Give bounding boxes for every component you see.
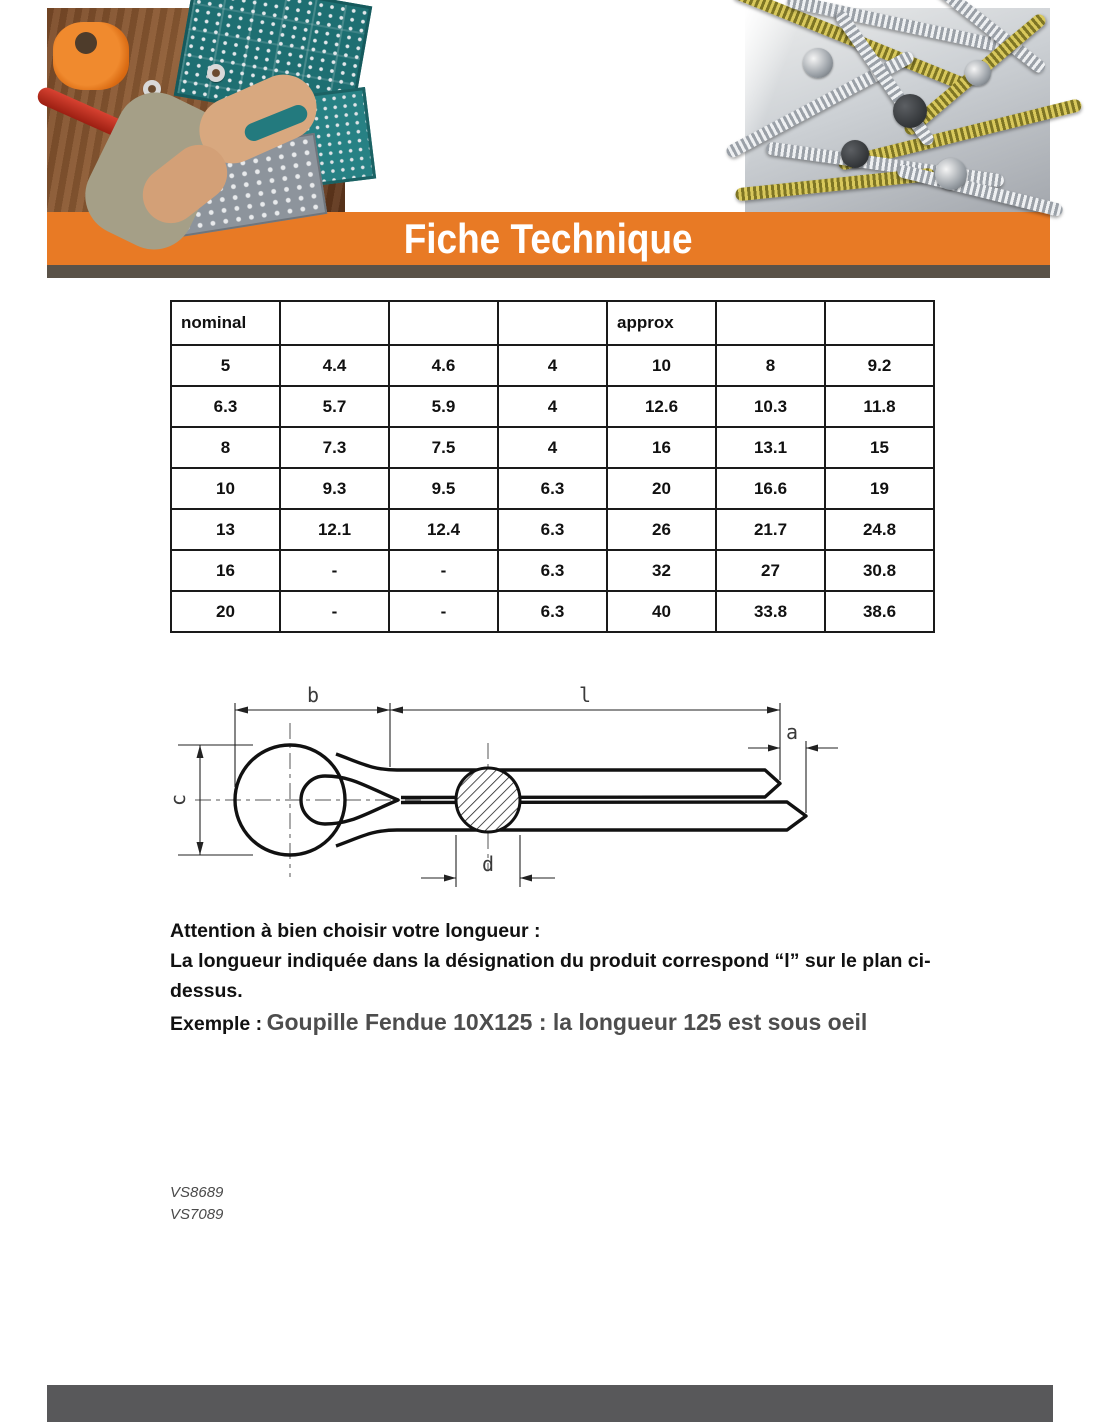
table-row (171, 468, 934, 509)
table-cell: 20 (171, 591, 280, 632)
notes-block (170, 916, 990, 1036)
table-header-cell (825, 301, 934, 345)
table-cell: 20 (607, 468, 716, 509)
footer-bar (47, 1385, 1053, 1422)
table-cell: 32 (607, 550, 716, 591)
table-cell: 9.3 (280, 468, 389, 509)
table-cell: 30.8 (825, 550, 934, 591)
table-cell: 5.9 (389, 386, 498, 427)
cotter-pin-technical-drawing (165, 685, 850, 915)
screw-head (803, 48, 833, 78)
table-header-cell (389, 301, 498, 345)
example-label: Exemple : (170, 1013, 263, 1035)
table-cell: 10 (607, 345, 716, 386)
table-cell: 27 (716, 550, 825, 591)
table-cell: 8 (171, 427, 280, 468)
table-cell: 9.5 (389, 468, 498, 509)
dim-label-a: a (786, 720, 799, 744)
attention-body: La longueur indiquée dans la désignation du produit correspond “l” sur le plan ci-dessus. (170, 950, 931, 1002)
table-cell: 4 (498, 427, 607, 468)
table-cell: 9.2 (825, 345, 934, 386)
table-cell: 8 (716, 345, 825, 386)
table-cell: 6.3 (498, 468, 607, 509)
table-cell: 6.3 (498, 550, 607, 591)
table-row (171, 386, 934, 427)
table-cell: 16 (171, 550, 280, 591)
dim-label-l: l (579, 683, 592, 707)
table-cell: 21.7 (716, 509, 825, 550)
table-cell: 12.6 (607, 386, 716, 427)
table-header-approx: approx (607, 301, 716, 345)
dimensions-table (170, 300, 935, 633)
example-line (170, 1009, 990, 1036)
screw-head-dark (893, 94, 927, 128)
table-cell: 11.8 (825, 386, 934, 427)
table-cell: 12.4 (389, 509, 498, 550)
screw-head (965, 60, 991, 86)
table-cell: 4.6 (389, 345, 498, 386)
tape-measure (53, 22, 129, 90)
table-cell: 6.3 (171, 386, 280, 427)
table-cell: 6.3 (498, 509, 607, 550)
table-cell: 13 (171, 509, 280, 550)
banner-underline-strip (47, 265, 1050, 278)
table-cell: 4.4 (280, 345, 389, 386)
table-cell: 26 (607, 509, 716, 550)
table-cell: 5 (171, 345, 280, 386)
table-cell: - (389, 591, 498, 632)
table-header-cell (280, 301, 389, 345)
tape-measure-core (75, 32, 97, 54)
header-photo-screws (745, 8, 1050, 212)
table-cell: 5.7 (280, 386, 389, 427)
table-header-nominal: nominal (171, 301, 280, 345)
screw-head (935, 158, 967, 190)
banner-title: Fiche Technique (404, 214, 693, 262)
product-code: VS7089 (170, 1206, 224, 1223)
center-lines (195, 723, 488, 877)
table-cell: 6.3 (498, 591, 607, 632)
table-cell: - (280, 591, 389, 632)
table-cell: 4 (498, 386, 607, 427)
product-codes (170, 1182, 223, 1226)
table-cell: 38.6 (825, 591, 934, 632)
table-cell: 16.6 (716, 468, 825, 509)
table-cell: 10.3 (716, 386, 825, 427)
table-row (171, 591, 934, 632)
header-photo-workbench (47, 8, 345, 212)
table-cell: 40 (607, 591, 716, 632)
table-cell: 12.1 (280, 509, 389, 550)
table-cell: 7.3 (280, 427, 389, 468)
table-cell: 10 (171, 468, 280, 509)
table-cell: 4 (498, 345, 607, 386)
example-text: Goupille Fendue 10X125 : la longueur 125 est sous oeil (266, 1009, 868, 1035)
table-cell: 33.8 (716, 591, 825, 632)
table-row (171, 509, 934, 550)
table-cell: 16 (607, 427, 716, 468)
table-cell: 15 (825, 427, 934, 468)
dim-label-b: b (307, 683, 320, 707)
table-header-row (171, 301, 934, 345)
table-cell: - (280, 550, 389, 591)
dim-label-d: d (482, 852, 495, 876)
washer (207, 64, 225, 82)
table-cell: 24.8 (825, 509, 934, 550)
table-cell: - (389, 550, 498, 591)
table-cell: 7.5 (389, 427, 498, 468)
product-code: VS8689 (170, 1184, 224, 1201)
attention-title: Attention à bien choisir votre longueur : (170, 920, 541, 942)
pin-cross-section (456, 768, 520, 832)
table-cell: 19 (825, 468, 934, 509)
table-row (171, 550, 934, 591)
table-row (171, 427, 934, 468)
dim-label-c: c (166, 793, 190, 806)
table-row (171, 345, 934, 386)
header-logo-zone (345, 8, 745, 212)
table-header-cell (716, 301, 825, 345)
screw-head-dark (841, 140, 869, 168)
table-header-cell (498, 301, 607, 345)
table-cell: 13.1 (716, 427, 825, 468)
